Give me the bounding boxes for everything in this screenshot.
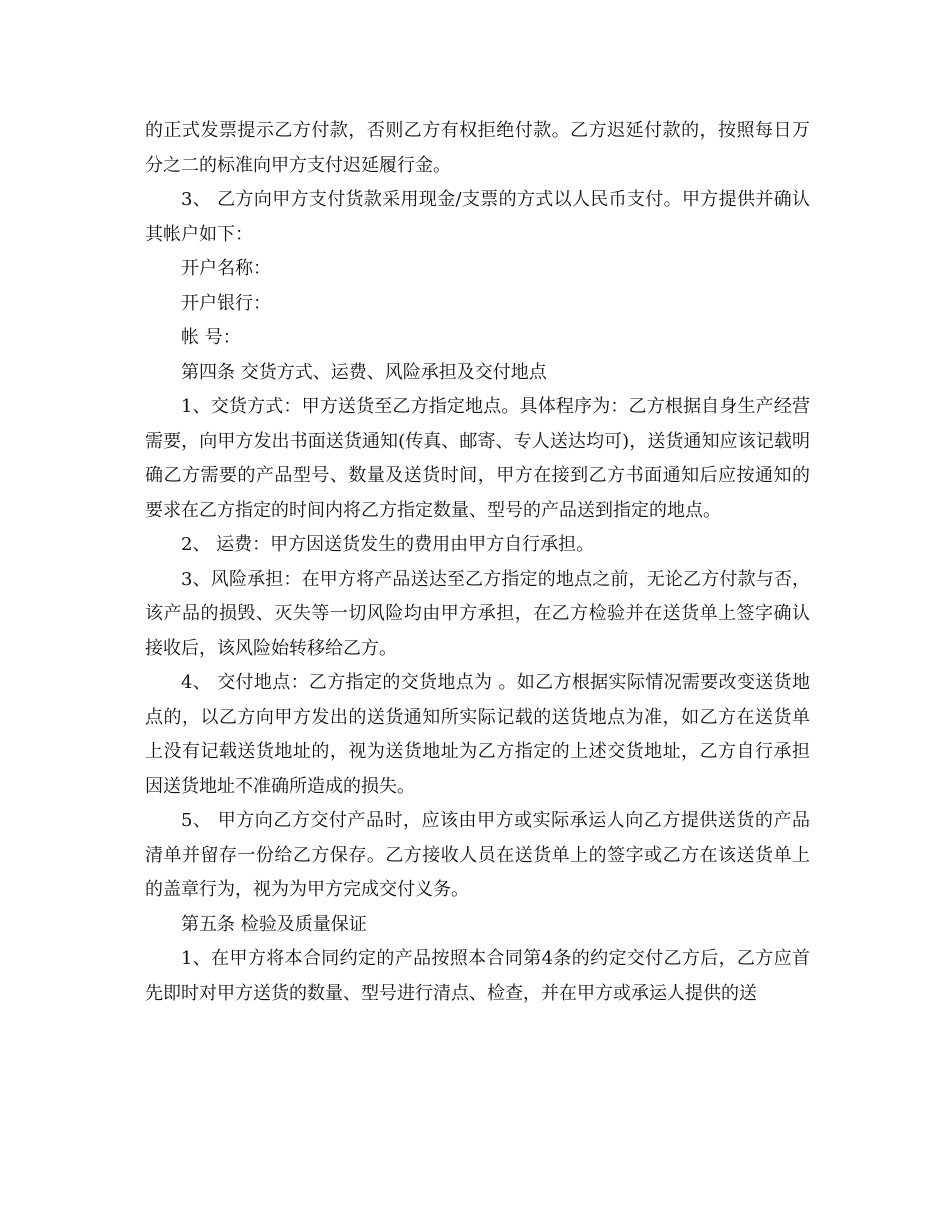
- paragraph-payment-method: 3、 乙方向甲方支付货款采用现金/支票的方式以人民币支付。甲方提供并确认其帐户如下：: [145, 189, 810, 245]
- paragraph-inspection: 1、在甲方将本合同约定的产品按照本合同第4条的约定交付乙方后，乙方应首先即时对甲方送货的数量、型号进行清点、检查，并在甲方或承运人提供的送: [145, 948, 810, 1004]
- article-4-heading: 第四条 交货方式、运费、风险承担及交付地点: [181, 361, 547, 383]
- paragraph-payment-invoice: 的正式发票提示乙方付款，否则乙方有权拒绝付款。乙方迟延付款的，按照每日万分之二的标准向甲方支付迟延履行金。: [145, 120, 810, 176]
- document-body: [145, 114, 810, 1011]
- paragraph-delivery-list: 5、 甲方向乙方交付产品时，应该由甲方或实际承运人向乙方提供送货的产品清单并留存一份给乙方保存。乙方接收人员在送货单上的签字或乙方在该送货单上的盖章行为，视为为甲方完成交付义务。: [145, 810, 810, 900]
- account-name-field: 开户名称：: [181, 258, 271, 279]
- paragraph-freight: 2、 运费：甲方因送货发生的费用由甲方自行承担。: [181, 534, 595, 555]
- account-number-field: 帐 号：: [181, 327, 241, 348]
- paragraph-delivery-method: 1、交货方式：甲方送货至乙方指定地点。具体程序为：乙方根据自身生产经营需要，向甲方发出书面送货通知(传真、邮寄、专人送达均可)，送货通知应该记载明确乙方需要的产品型号、数量及送货时间，甲方在接到乙方书面通知后应按通知的要求在乙方指定的时间内将乙方指定数量、型号的产品送到指定的地点。: [145, 396, 810, 521]
- article-5-heading: 第五条 检验及质量保证: [181, 913, 367, 935]
- paragraph-risk: 3、风险承担：在甲方将产品送达至乙方指定的地点之前，无论乙方付款与否，该产品的损毁、灭失等一切风险均由甲方承担，在乙方检验并在送货单上签字确认接收后，该风险始转移给乙方。: [145, 568, 810, 659]
- paragraph-delivery-location: 4、 交付地点：乙方指定的交货地点为 。如乙方根据实际情况需要改变送货地点的，以乙方向甲方发出的送货通知所实际记载的送货地点为准，如乙方在送货单上没有记载送货地址的，视为送货地址为乙方指定的上述交货地址，乙方自行承担因送货地址不准确所造成的损失。: [145, 672, 810, 797]
- account-bank-field: 开户银行：: [181, 292, 271, 314]
